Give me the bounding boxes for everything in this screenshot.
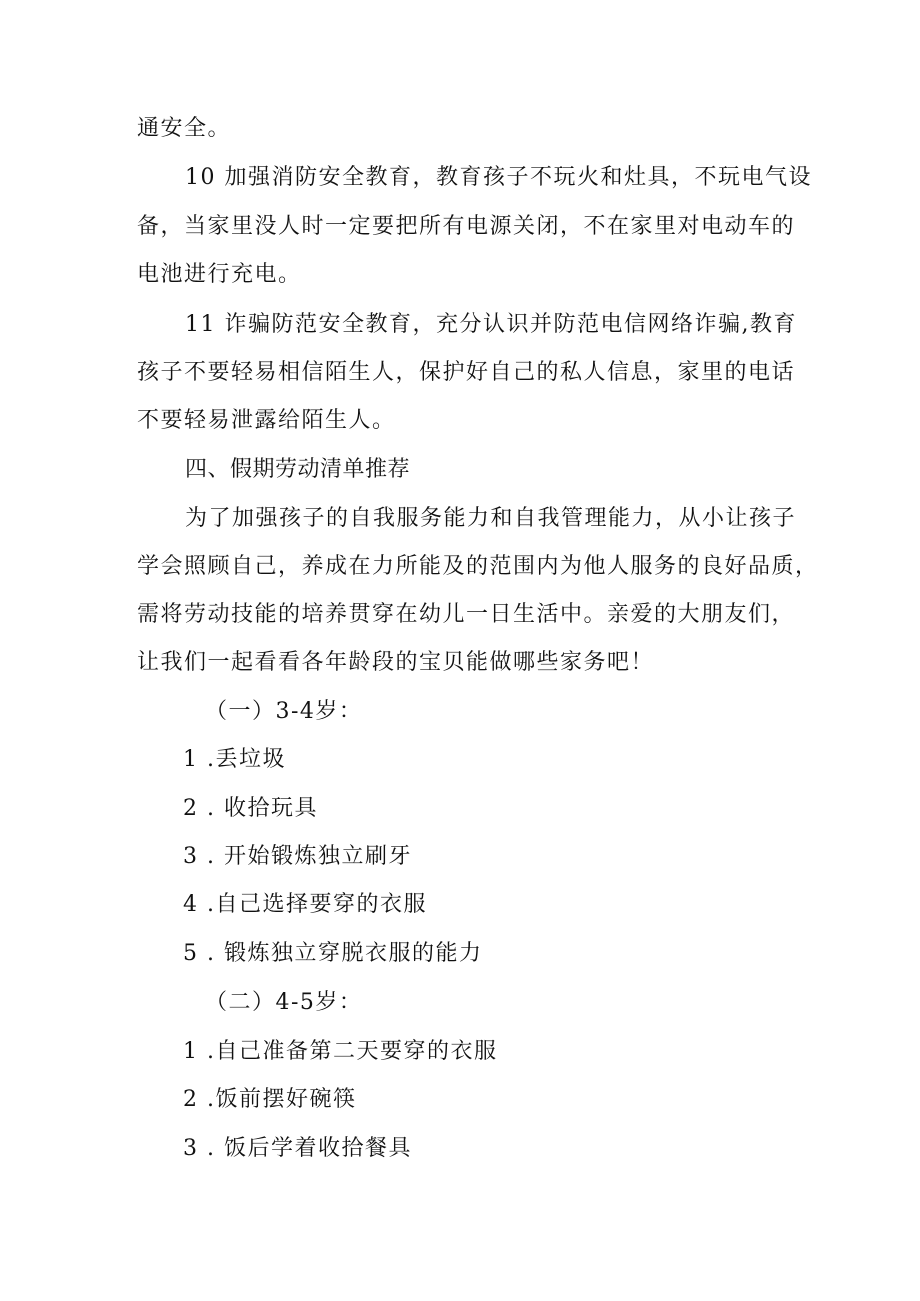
list-item: 5 . 锻炼独立穿脱衣服的能力 xyxy=(183,941,483,966)
list-item: 2 . 收拾玩具 xyxy=(183,796,318,821)
list-item: 1 .丢垃圾 xyxy=(183,747,286,772)
group-title: （二）4-5岁： xyxy=(205,990,363,1015)
intro-line: 需将劳动技能的培养贯穿在幼儿一日生活中。亲爱的大朋友们， xyxy=(137,602,796,627)
paragraph-line: 不要轻易泄露给陌生人。 xyxy=(137,408,396,433)
paragraph-line: 11 诈骗防范安全教育，充分认识并防范电信网络诈骗,教育 xyxy=(185,312,797,337)
paragraph-line: 备，当家里没人时一定要把所有电源关闭，不在家里对电动车的 xyxy=(137,214,796,239)
list-item: 4 .自己选择要穿的衣服 xyxy=(183,892,427,917)
list-item: 3 . 开始锻炼独立刷牙 xyxy=(183,844,412,869)
list-item: 3 . 饭后学着收拾餐具 xyxy=(183,1136,412,1161)
paragraph-line: 孩子不要轻易相信陌生人，保护好自己的私人信息，家里的电话 xyxy=(137,360,796,385)
list-item: 2 .饭前摆好碗筷 xyxy=(183,1087,357,1112)
intro-line: 为了加强孩子的自我服务能力和自我管理能力，从小让孩子 xyxy=(185,506,797,531)
paragraph-line: 10 加强消防安全教育，教育孩子不玩火和灶具，不玩电气设 xyxy=(185,165,812,190)
group-title: （一）3-4岁： xyxy=(205,699,363,724)
section-heading: 四、假期劳动清单推荐 xyxy=(185,457,411,482)
list-item: 1 .自己准备第二天要穿的衣服 xyxy=(183,1039,498,1064)
paragraph-line: 电池进行充电。 xyxy=(137,262,302,287)
intro-line: 学会照顾自己，养成在力所能及的范围内为他人服务的良好品质， xyxy=(137,554,819,579)
paragraph-line: 通安全。 xyxy=(137,116,232,141)
intro-line: 让我们一起看看各年龄段的宝贝能做哪些家务吧！ xyxy=(137,650,655,675)
